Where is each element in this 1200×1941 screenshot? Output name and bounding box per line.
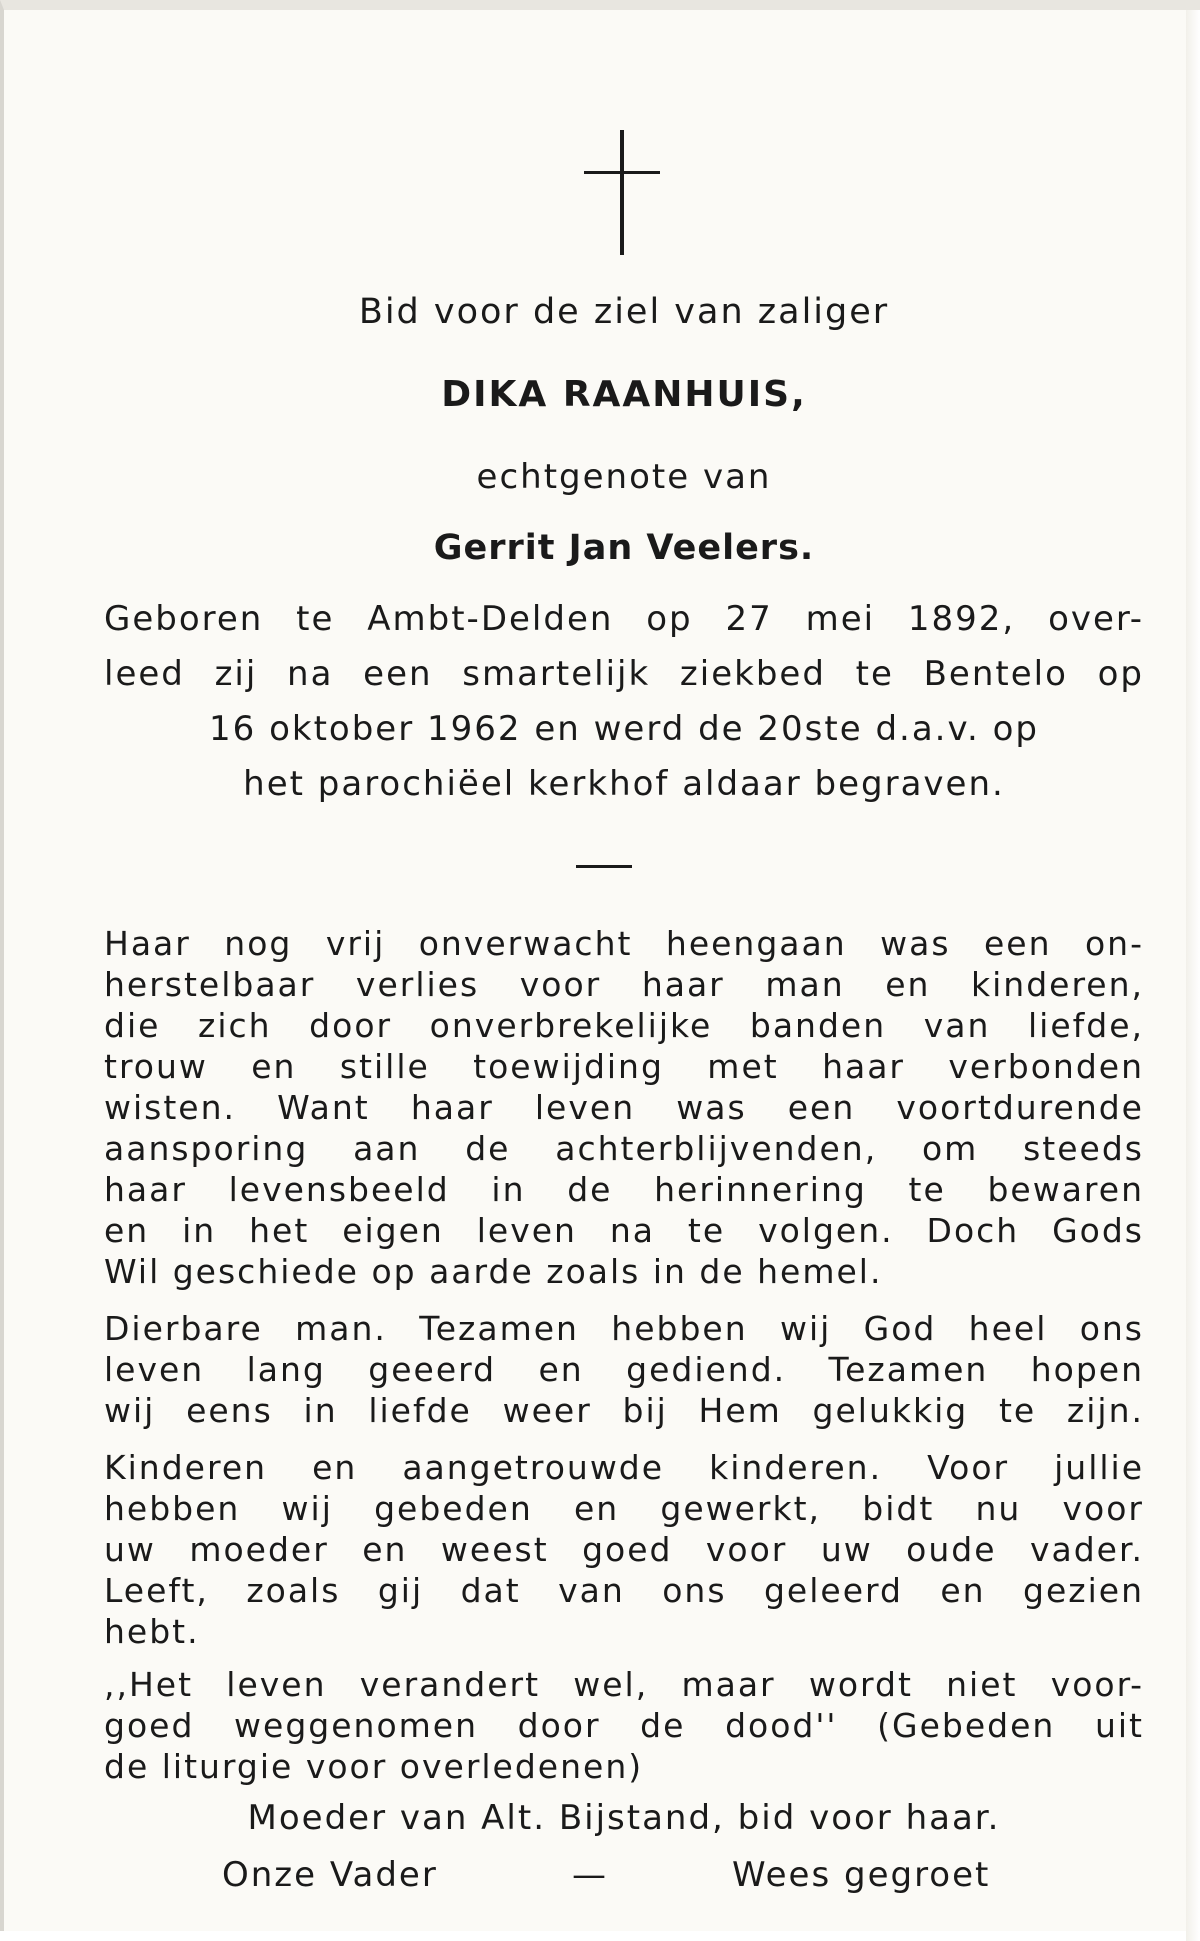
- biography: [104, 592, 1144, 812]
- paragraph-quote: [104, 1664, 1144, 1787]
- paragraph-remembrance: [104, 923, 1144, 1292]
- paragraph-line: Wil geschiede op aarde zoals in de hemel.: [104, 1252, 883, 1291]
- paragraph-line: hebben wij gebeden en gewerkt, bidt nu voor: [104, 1489, 1144, 1528]
- biography-line: 16 oktober 1962 en werd de 20ste d.a.v. op: [209, 709, 1039, 749]
- final-prayers: [104, 1855, 1144, 1905]
- biography-line: Geboren te Ambt-Delden op 27 mei 1892, over-: [104, 599, 1144, 639]
- biography-line: het parochiëel kerkhof aldaar begraven.: [243, 764, 1005, 804]
- paragraph-line: haar levensbeeld in de herinnering te bewaren: [104, 1170, 1144, 1209]
- paragraph-line: Dierbare man. Tezamen hebben wij God heel ons: [104, 1309, 1144, 1348]
- spouse-name: Gerrit Jan Veelers.: [433, 528, 815, 568]
- paragraph-line: en in het eigen leven na te volgen. Doch Gods: [104, 1211, 1144, 1250]
- biography-line: leed zij na een smartelijk ziekbed te Bentelo op: [104, 654, 1144, 694]
- prayer-hail-mary: Wees gegroet: [732, 1855, 991, 1895]
- paragraph-line: de liturgie voor overledenen): [104, 1747, 644, 1786]
- paragraph-line: trouw en stille toewijding met haar verbonden: [104, 1047, 1144, 1086]
- paragraph-line: Kinderen en aangetrouwde kinderen. Voor jullie: [104, 1448, 1144, 1487]
- paragraph-line: Haar nog vrij onverwacht heengaan was een on-: [104, 924, 1144, 963]
- spouse-label: echtgenote van: [476, 457, 772, 497]
- card-edge-shadow: [1186, 10, 1200, 1941]
- paragraph-children: [104, 1447, 1144, 1652]
- paragraph-husband: [104, 1308, 1144, 1431]
- paragraph-line: uw moeder en weest goed voor uw oude vader.: [104, 1530, 1144, 1569]
- paragraph-line: die zich door onverbrekelijke banden van liefde,: [104, 1006, 1144, 1045]
- invocation: Moeder van Alt. Bijstand, bid voor haar.: [247, 1798, 1001, 1838]
- paragraph-line: herstelbaar verlies voor haar man en kinderen,: [104, 965, 1144, 1004]
- cross-icon: [582, 130, 662, 260]
- paragraph-line: Leeft, zoals gij dat van ons geleerd en gezien: [104, 1571, 1144, 1610]
- paragraph-line: wij eens in liefde weer bij Hem gelukkig te zijn.: [104, 1391, 1144, 1430]
- paragraph-line: wisten. Want haar leven was een voortdurende: [104, 1088, 1144, 1127]
- paragraph-line: leven lang geeerd en gediend. Tezamen hopen: [104, 1350, 1144, 1389]
- paragraph-line: ,,Het leven verandert wel, maar wordt niet voor-: [104, 1665, 1144, 1704]
- paragraph-line: hebt.: [104, 1612, 200, 1651]
- section-divider: [576, 865, 632, 868]
- prayer-our-father: Onze Vader: [222, 1855, 438, 1895]
- prayer-separator: —: [572, 1855, 608, 1895]
- paragraph-line: aansporing aan de achterblijvenden, om steeds: [104, 1129, 1144, 1168]
- deceased-name: DIKA RAANHUIS,: [441, 374, 807, 415]
- paragraph-line: goed weggenomen door de dood'' (Gebeden uit: [104, 1706, 1144, 1745]
- prayer-heading: Bid voor de ziel van zaliger: [358, 292, 890, 332]
